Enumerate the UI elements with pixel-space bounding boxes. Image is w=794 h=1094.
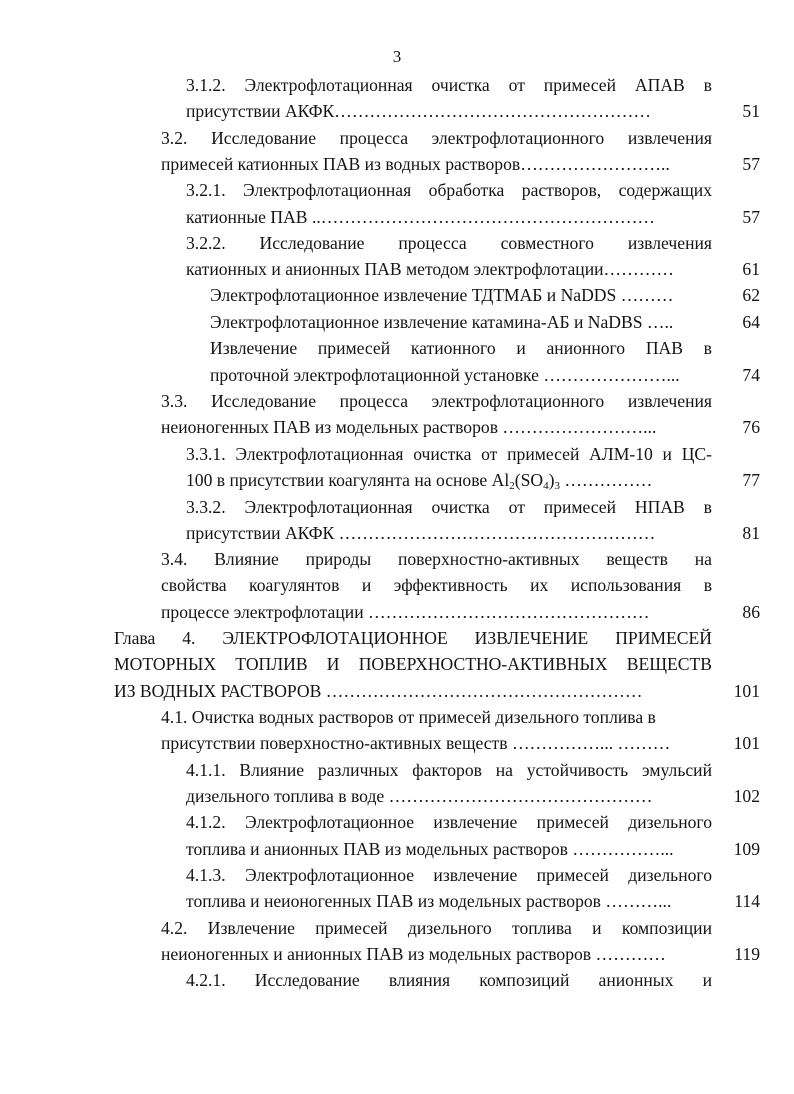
formula-end: ) — [548, 470, 555, 490]
toc-entry-3-4-line-2: свойства коагулянтов и эффективность их использования в — [161, 575, 712, 595]
toc-entry-4-1-1-page: 102 — [733, 786, 760, 806]
toc-entry-3-3-1-line-1: 3.3.1. Электрофлотационная очистка от примесей АЛМ-10 и ЦС- — [186, 444, 712, 464]
toc-entry-3-2-1-page: 57 — [742, 207, 760, 227]
toc-entry-4-1-page: 101 — [733, 733, 760, 753]
toc-chapter-4-line-1: Глава 4. ЭЛЕКТРОФЛОТАЦИОННОЕ ИЗВЛЕЧЕНИЕ ПРИМЕСЕЙ — [114, 628, 712, 648]
toc-entry-4-1-line-1: 4.1. Очистка водных растворов от примесей дизельного топлива в — [161, 707, 656, 727]
page-number: 3 — [392, 47, 402, 66]
toc-entry-3-3-2-line-2: присутствии АКФК ……………………………………………… — [186, 523, 656, 543]
toc-entry-3-2-1-line-1: 3.2.1. Электрофлотационная обработка растворов, содержащих — [186, 180, 712, 200]
toc-entry-4-1-line-2: присутствии поверхностно-активных веществ ……………... ……… — [161, 733, 671, 753]
toc-entry-3-4-page: 86 — [742, 602, 760, 622]
toc-entry-3-3-1-leader: …………… — [559, 470, 653, 490]
toc-entry-tdtmab-page: 62 — [742, 285, 760, 305]
formula-mid: (SO — [514, 470, 544, 490]
toc-entry-3-2-line-2: примесей катионных ПАВ из водных растворов…………………….. — [161, 154, 670, 174]
toc-entry-protoch-line-1: Извлечение примесей катионного и анионного ПАВ в — [210, 338, 712, 358]
toc-entry-4-2-1-line-1: 4.2.1. Исследование влияния композиций анионных и — [186, 970, 712, 990]
toc-entry-4-1-2-line-1: 4.1.2. Электрофлотационное извлечение примесей дизельного — [186, 812, 712, 832]
toc-entry-katamin-line-1: Электрофлотационное извлечение катамина-АБ и NaDBS ….. — [210, 312, 674, 332]
toc-entry-3-2-2-line-1: 3.2.2. Исследование процесса совместного извлечения — [186, 233, 712, 253]
toc-entry-3-3-2-line-1: 3.3.2. Электрофлотационная очистка от примесей НПАВ в — [186, 497, 712, 517]
formula-sub-2: 4 — [543, 480, 549, 492]
toc-entry-3-1-2-page: 51 — [742, 101, 760, 121]
toc-entry-3-2-line-1: 3.2. Исследование процесса электрофлотационного извлечения — [161, 128, 712, 148]
toc-entry-4-1-3-line-1: 4.1.3. Электрофлотационное извлечение примесей дизельного — [186, 865, 712, 885]
toc-entry-3-1-2-line-2: присутствии АКФК……………………………………………… — [186, 101, 651, 121]
toc-entry-3-1-2-line-1: 3.1.2. Электрофлотационная очистка от примесей АПАВ в — [186, 75, 712, 95]
formula-base: Al — [491, 470, 510, 490]
toc-chapter-4-line-2: МОТОРНЫХ ТОПЛИВ И ПОВЕРХНОСТНО-АКТИВНЫХ ВЕЩЕСТВ — [114, 654, 712, 674]
toc-entry-3-3-line-1: 3.3. Исследование процесса электрофлотационного извлечения — [161, 391, 712, 411]
toc-entry-3-3-line-2: неионогенных ПАВ из модельных растворов ……………………... — [161, 417, 657, 437]
formula-sub-3: 3 — [554, 480, 560, 492]
toc-entry-4-2-page: 119 — [734, 944, 760, 964]
toc-entry-katamin-page: 64 — [742, 312, 760, 332]
toc-entry-3-3-1-page: 77 — [742, 470, 760, 490]
toc-entry-protoch-line-2: проточной электрофлотационной установке …………………... — [210, 365, 680, 385]
toc-entry-protoch-page: 74 — [742, 365, 760, 385]
toc-entry-3-2-1-line-2: катионные ПАВ ..………………………………………………… — [186, 207, 656, 227]
toc-entry-4-1-1-line-2: дизельного топлива в воде ……………………………………… — [186, 786, 653, 806]
toc-entry-3-2-page: 57 — [742, 154, 760, 174]
toc-entry-4-1-3-line-2: топлива и неионогенных ПАВ из модельных растворов ………... — [186, 891, 672, 911]
toc-entry-3-3-1-line-2-text: 100 в присутствии коагулянта на основе — [186, 470, 492, 490]
toc-entry-3-3-1-line-2 — [186, 467, 706, 493]
formula-al2so43 — [492, 470, 560, 490]
toc-entry-3-4-line-3: процессе электрофлотации ………………………………………… — [161, 602, 650, 622]
toc-chapter-4-page: 101 — [733, 681, 760, 701]
toc-entry-3-2-2-page: 61 — [742, 259, 760, 279]
toc-entry-3-3-2-page: 81 — [742, 523, 760, 543]
toc-entry-3-3-page: 76 — [742, 417, 760, 437]
toc-entry-4-2-line-2: неионогенных и анионных ПАВ из модельных растворов ………… — [161, 944, 666, 964]
toc-entry-4-1-2-line-2: топлива и анионных ПАВ из модельных растворов ……………... — [186, 839, 674, 859]
toc-entry-3-2-2-line-2: катионных и анионных ПАВ методом электрофлотации………… — [186, 259, 674, 279]
toc-entry-4-1-3-page: 114 — [734, 891, 760, 911]
toc-entry-3-4-line-1: 3.4. Влияние природы поверхностно-активных веществ на — [161, 549, 712, 569]
toc-entry-4-1-1-line-1: 4.1.1. Влияние различных факторов на устойчивость эмульсий — [186, 760, 712, 780]
toc-chapter-4-line-3: ИЗ ВОДНЫХ РАСТВОРОВ ……………………………………………… — [114, 681, 643, 701]
toc-entry-4-2-line-1: 4.2. Извлечение примесей дизельного топлива и композиции — [161, 918, 712, 938]
toc-entry-tdtmab-line-1: Электрофлотационное извлечение ТДТМАБ и NaDDS ……… — [210, 285, 674, 305]
toc-entry-4-1-2-page: 109 — [733, 839, 760, 859]
formula-sub-1: 2 — [509, 480, 515, 492]
